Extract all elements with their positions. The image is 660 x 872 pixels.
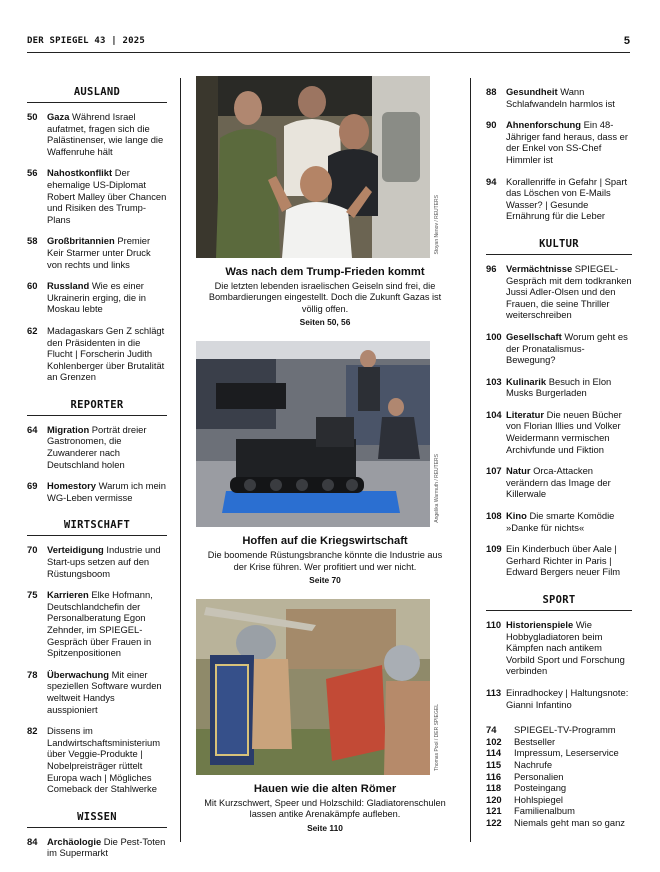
- entry-keyword: Großbritannien: [47, 235, 115, 247]
- entry-text: Industrie und Start-ups setzen auf den Rüstungsboom: [47, 544, 161, 579]
- section-heading: SPORT: [486, 588, 632, 611]
- feature-title: Hoffen auf die Kriegswirtschaft: [242, 535, 408, 548]
- regular-page: 122: [486, 816, 502, 828]
- entry-keyword: Gesundheit: [506, 86, 558, 97]
- entry-keyword: Gesellschaft: [506, 330, 562, 342]
- entry-keyword: Karrieren: [47, 589, 89, 601]
- entry-text: Dissens im Landwirtschaftsministerium über Veggie-Produkte | Nobelpreisträger rüttelt Europa wach | Mögliches Comeback der Stahlwerke: [47, 725, 161, 795]
- feature-pages: Seite 110: [307, 822, 343, 833]
- toc-entry[interactable]: [27, 235, 167, 270]
- entry-page: 75: [27, 589, 38, 601]
- section-wirtschaft: [27, 513, 167, 794]
- entry-page: 96: [486, 262, 497, 274]
- regular-page: 115: [486, 758, 502, 770]
- entry-text: Porträt dreier Gastronomen, die Zuwanderer nach Deutschland holen: [47, 423, 147, 470]
- regular-item[interactable]: [486, 759, 632, 771]
- toc-entry[interactable]: [27, 111, 167, 157]
- entry-keyword: Kino: [506, 510, 527, 522]
- toc-entry[interactable]: [486, 119, 632, 165]
- feature-defense[interactable]: [196, 341, 454, 585]
- entry-text: Madagaskars Gen Z schlägt den Präsidenten in die Flucht | Forscherin Judith Kohlenberger über Brutalität an Grenzen: [47, 324, 165, 383]
- regular-item[interactable]: [486, 724, 632, 736]
- entry-text: Die smarte Komödie »Danke für nichts«: [506, 510, 615, 533]
- toc-entry[interactable]: [27, 480, 167, 503]
- entry-keyword: Kulinarik: [506, 375, 547, 387]
- regular-label: Nachrufe: [514, 758, 553, 770]
- entry-keyword: Russland: [47, 280, 90, 292]
- toc-entry[interactable]: [27, 424, 167, 470]
- header-rule: [27, 52, 630, 53]
- entry-text: Warum ich mein WG-Leben vermisse: [47, 480, 166, 503]
- toc-entry[interactable]: [27, 836, 167, 859]
- right-column: [486, 86, 632, 829]
- toc-entry[interactable]: [27, 589, 167, 659]
- feature-pages: Seiten 50, 56: [299, 317, 351, 328]
- entry-page: 104: [486, 408, 502, 420]
- feature-gaza[interactable]: [196, 76, 454, 327]
- feature-column: [196, 76, 454, 847]
- entry-text: Ein 48-Jähriger fand heraus, dass er der Enkel von SS-Chef Himmler ist: [506, 119, 628, 165]
- feature-title: Was nach dem Trump-Frieden kommt: [225, 266, 425, 278]
- entry-text: Wann Schlafwandeln harmlos ist: [506, 86, 615, 109]
- section-kultur: [486, 232, 632, 578]
- entry-text: Einradhockey | Haltungsnote: Gianni Infantino: [506, 686, 629, 710]
- section-heading: WISSEN: [27, 805, 167, 828]
- entry-page: 90: [486, 119, 497, 131]
- section-heading: WIRTSCHAFT: [27, 513, 167, 536]
- toc-entry[interactable]: [27, 325, 167, 383]
- entry-page: 69: [27, 480, 38, 492]
- entry-page: 64: [27, 423, 38, 435]
- toc-entry[interactable]: [486, 409, 632, 455]
- magazine-issue: DER SPIEGEL 43 | 2025: [27, 36, 145, 46]
- entry-text: Während Israel aufatmet, fragen sich die Palästinenser, wie lange die Waffenruhe hält: [47, 111, 164, 157]
- column-divider-left: [180, 78, 181, 842]
- regular-page: 102: [486, 735, 502, 747]
- hostages-photo: [196, 76, 440, 258]
- toc-entry[interactable]: [486, 619, 632, 677]
- gladiator-photo-illustration: [196, 599, 430, 775]
- photo-credit: Stoyan Nenov / REUTERS: [434, 194, 440, 254]
- regular-item[interactable]: [486, 805, 632, 817]
- photo-credit: Angelika Warmuth / REUTERS: [434, 454, 440, 524]
- entry-page: 56: [27, 167, 38, 179]
- entry-keyword: Nahostkonflikt: [47, 167, 113, 179]
- regular-page: 74: [486, 724, 497, 736]
- entry-page: 58: [27, 235, 38, 247]
- left-column: [27, 80, 167, 869]
- feature-gladiators[interactable]: [196, 599, 454, 833]
- entry-page: 110: [486, 619, 502, 630]
- toc-entry[interactable]: [27, 669, 167, 715]
- regular-label: SPIEGEL-TV-Programm: [514, 724, 616, 736]
- entry-keyword: Verteidigung: [47, 544, 104, 556]
- regular-item[interactable]: [486, 782, 632, 794]
- entry-page: 50: [27, 111, 38, 122]
- entry-keyword: Natur: [506, 465, 531, 477]
- regular-item[interactable]: [486, 747, 632, 759]
- toc-entry[interactable]: [27, 725, 167, 795]
- toc-entry[interactable]: [486, 331, 632, 366]
- toc-entry[interactable]: [486, 465, 632, 500]
- feature-description: Die boomende Rüstungsbranche könnte die Industrie aus der Krise führen. Wer profitiert und wer nicht.: [207, 550, 443, 572]
- entry-page: 84: [27, 835, 38, 847]
- toc-entry[interactable]: [27, 167, 167, 225]
- regular-item[interactable]: [486, 771, 632, 783]
- page-header: [27, 36, 630, 50]
- gladiator-photo: [196, 599, 440, 775]
- regular-page: 118: [486, 782, 502, 794]
- toc-entry[interactable]: [27, 544, 167, 579]
- entry-text: Die Pest-Toten im Supermarkt: [47, 835, 166, 859]
- section-ausland: [27, 80, 167, 383]
- robot-vehicle-illustration: [196, 341, 430, 527]
- toc-entry[interactable]: [27, 280, 167, 315]
- regular-label: Bestseller: [514, 735, 556, 747]
- regular-label: Niemals geht man so ganz: [514, 816, 625, 828]
- entry-page: 78: [27, 668, 38, 680]
- toc-entry[interactable]: [486, 263, 632, 321]
- entry-page: 62: [27, 324, 38, 336]
- entry-text: Die neuen Bücher von Florian Illies und Volker Weidermann vermischen Archivfunde und Fiktion: [506, 408, 622, 455]
- entry-page: 103: [486, 375, 502, 387]
- entry-page: 94: [486, 175, 497, 187]
- entry-keyword: Archäologie: [47, 835, 102, 847]
- entry-keyword: Migration: [47, 423, 90, 435]
- regular-item[interactable]: [486, 817, 632, 829]
- toc-entry[interactable]: [486, 86, 632, 109]
- feature-title: Hauen wie die alten Römer: [253, 783, 397, 796]
- regular-page: 114: [486, 747, 502, 759]
- entry-text: Der ehemalige US-Diplomat Robert Malley über Chancen und Risiken des Trump-Plans: [47, 167, 167, 225]
- section-sport: [486, 588, 632, 710]
- regular-item[interactable]: [486, 794, 632, 806]
- entry-text: Wie es einer Ukrainerin erging, die in Moskau lebte: [47, 280, 147, 315]
- entry-page: 82: [27, 725, 38, 737]
- regular-page: 116: [486, 770, 502, 782]
- section-heading: AUSLAND: [27, 80, 167, 103]
- entry-text: Orca-Attacken verändern das Image der Killerwale: [506, 465, 611, 500]
- section-heading: KULTUR: [486, 232, 632, 255]
- entry-keyword: Gaza: [47, 111, 70, 122]
- section-wissen: [27, 805, 167, 859]
- regular-label: Hohlspiegel: [514, 793, 563, 805]
- regular-label: Personalien: [514, 770, 564, 782]
- entry-text: Ein Kinderbuch über Aale | Gerhard Richter in Paris | Edward Bergers neuer Film: [506, 543, 621, 578]
- regular-label: Impressum, Leserservice: [514, 747, 619, 759]
- entry-keyword: Ahnenforschung: [506, 119, 581, 131]
- toc-entry[interactable]: [486, 543, 632, 578]
- entry-page: 107: [486, 465, 502, 477]
- entry-keyword: Literatur: [506, 408, 545, 420]
- entry-page: 60: [27, 280, 38, 292]
- column-divider-right: [470, 78, 471, 842]
- feature-pages: Seite 70: [309, 575, 341, 586]
- page-number: 5: [623, 35, 630, 47]
- regular-item[interactable]: [486, 736, 632, 748]
- section-heading: REPORTER: [27, 393, 167, 416]
- toc-entry[interactable]: [486, 176, 632, 222]
- entry-page: 108: [486, 510, 502, 522]
- entry-text: Korallenriffe in Gefahr | Spart das Löschen von E-Mails Wasser? | Gesunde Ernährung für die Leber: [506, 175, 628, 222]
- feature-description: Die letzten lebenden israelischen Geiseln sind frei, die Bombardierungen eingestellt. Doch die Zukunft Gazas ist völlig offen.: [208, 281, 442, 314]
- entry-text: SPIEGEL-Gespräch mit dem todkranken Jussi Adler-Olsen und den Frauen, die seine Thriller weiterschreiben: [506, 262, 632, 321]
- entry-keyword: Vermächtnisse: [506, 262, 573, 274]
- entry-text: Besuch in Elon Musks Burgerladen: [506, 375, 612, 399]
- regular-page: 120: [486, 793, 502, 805]
- regular-page: 121: [486, 805, 502, 817]
- entry-text: Worum geht es der Pronatalismus-Bewegung?: [506, 330, 628, 366]
- toc-entry[interactable]: [486, 376, 632, 399]
- entry-text: Elke Hofmann, Deutschlandchefin der Personalberatung Egon Zehnder, im SPIEGEL-Gespräch über Frauen in Spitzenpositionen: [47, 589, 153, 659]
- entry-page: 100: [486, 330, 502, 342]
- entry-text: Premier Keir Starmer unter Druck von rechts und links: [47, 235, 151, 270]
- entry-text: Mit einer speziellen Software wurden weltweit Handys ausspioniert: [47, 668, 162, 715]
- entry-keyword: Historienspiele: [506, 619, 574, 630]
- entry-keyword: Homestory: [47, 480, 96, 492]
- hostages-photo-illustration: [196, 76, 430, 258]
- entry-keyword: Überwachung: [47, 668, 109, 680]
- entry-page: 88: [486, 86, 497, 97]
- entry-page: 113: [486, 686, 502, 698]
- entry-page: 70: [27, 544, 38, 556]
- robot-vehicle-photo: [196, 341, 440, 527]
- regular-label: Familienalbum: [514, 805, 575, 817]
- feature-description: Mit Kurzschwert, Speer und Holzschild: Gladiatorenschulen lassen antike Arenakämpfe aufleben.: [204, 798, 446, 820]
- regulars-list: [486, 724, 632, 828]
- toc-entry[interactable]: [486, 687, 632, 710]
- entry-text: Wie Hobbygladiatoren beim Kämpfen nach antikem Vorbild Sport und Forschung verbinden: [506, 619, 625, 677]
- photo-credit: Thomas Pool / DER SPIEGEL: [434, 704, 440, 772]
- section-wissen-cont: [486, 86, 632, 222]
- regular-label: Posteingang: [514, 782, 567, 794]
- entry-page: 109: [486, 543, 502, 555]
- section-reporter: [27, 393, 167, 504]
- toc-entry[interactable]: [486, 510, 632, 533]
